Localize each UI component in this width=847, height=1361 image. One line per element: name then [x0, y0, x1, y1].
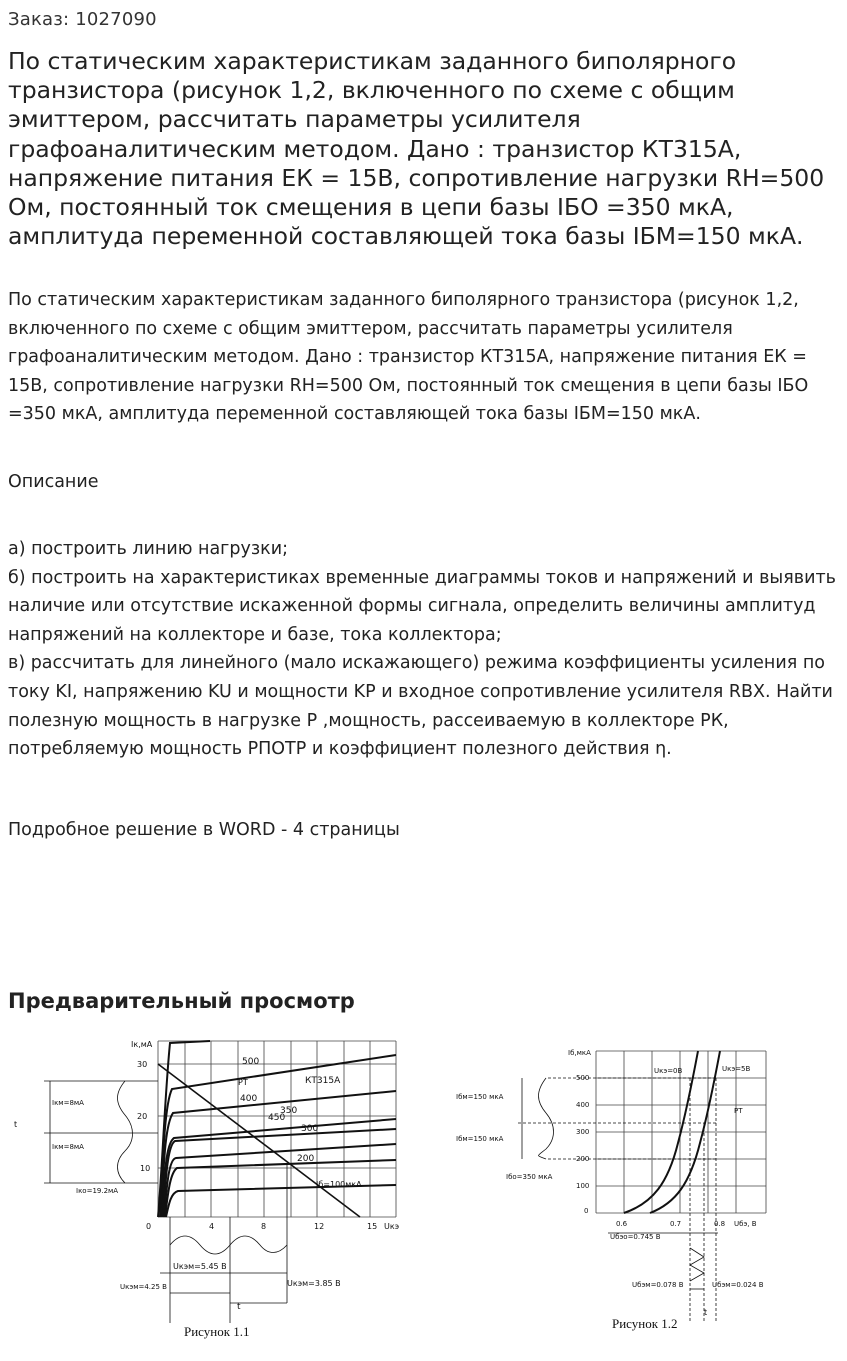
annotation-ukem-425: Uкэм=4.25 В — [120, 1283, 167, 1291]
annotation-ikm-bottom: Iкм=8мА — [52, 1143, 84, 1151]
figure2-caption: Рисунок 1.2 — [612, 1316, 678, 1331]
annotation-ibm-bottom: Iбм=150 мкА — [456, 1135, 504, 1143]
x-axis-label: Uкэ — [384, 1222, 400, 1231]
annotation-ukem-385: Uкэм=3.85 В — [287, 1279, 341, 1288]
task-list — [8, 535, 844, 764]
x-tick-8: 8 — [261, 1222, 267, 1231]
x-tick-15: 15 — [367, 1222, 378, 1231]
transistor-label: КТ315А — [305, 1076, 341, 1086]
task-item-c: в) рассчитать для линейного (мало искажающего) режима коэффициенты усиления по току KI, напряжению KU и мощности KP и входное сопротивление усилителя RВХ. Найти полезную мощность в нагрузке P ,мощность, рассеиваемую в коллекторе PК, потребляемую мощность PПОТР и коэффициент полезного действия η. — [8, 653, 833, 760]
y-tick-10: 10 — [140, 1164, 151, 1173]
figure1-caption: Рисунок 1.1 — [184, 1324, 250, 1339]
x-tick-12: 12 — [314, 1222, 325, 1231]
y-tick-100: 100 — [576, 1182, 590, 1190]
annotation-ukem-545: Uкэм=5.45 В — [173, 1262, 227, 1271]
y-axis-label: Iб,мкА — [568, 1049, 591, 1057]
y-tick-20: 20 — [137, 1112, 148, 1121]
x-axis-label: Uбэ, В — [734, 1220, 757, 1228]
operating-point-label: РТ — [238, 1078, 248, 1087]
y-tick-200: 200 — [576, 1155, 590, 1163]
figure-input-characteristics — [428, 1043, 788, 1348]
annotation-ubem-0024: Uбэм=0.024 В — [712, 1281, 764, 1289]
y-tick-400: 400 — [576, 1101, 590, 1109]
y-axis-label: Iк,мА — [131, 1040, 153, 1049]
preview-heading: Предварительный просмотр — [8, 989, 355, 1013]
curve-label-350: 350 — [280, 1106, 298, 1116]
curve-label-100: Iб=100мкА — [316, 1180, 362, 1189]
curve-label-200: 200 — [297, 1154, 315, 1164]
operating-point-label: РТ — [734, 1107, 743, 1115]
annotation-ikm-top: Iкм=8мА — [52, 1099, 84, 1107]
x-tick-0.7: 0.7 — [670, 1220, 682, 1228]
time-axis-label-bottom: t — [237, 1302, 241, 1312]
order-number: Заказ: 1027090 — [8, 9, 157, 30]
y-tick-300: 300 — [576, 1128, 590, 1136]
annotation-ubem-0078: Uбэм=0.078 В — [632, 1281, 684, 1289]
annotation-ubeo: Uбэо=0.745 В — [610, 1233, 661, 1241]
description-label: Описание — [8, 472, 99, 492]
time-axis-label-left: t — [14, 1120, 18, 1129]
y-tick-500: 500 — [576, 1074, 590, 1082]
word-note: Подробное решение в WORD - 4 страницы — [8, 820, 400, 840]
annotation-iko: Iко=19.2мА — [76, 1187, 119, 1195]
annotation-ibm-top: Iбм=150 мкА — [456, 1093, 504, 1101]
figure-output-characteristics — [10, 1033, 410, 1343]
time-axis-label: t — [704, 1308, 708, 1317]
curve-label-300: 300 — [301, 1124, 319, 1134]
curve-label-uke0: Uкэ=0В — [654, 1067, 683, 1075]
annotation-ibo: Iбо=350 мкА — [506, 1173, 553, 1181]
curve-label-uke5: Uкэ=5В — [722, 1065, 751, 1073]
page-title: По статическим характеристикам заданного биполярного транзистора (рисунок 1,2, включенного по схеме с общим эмиттером, рассчитать параметры усилителя графоаналитическим методом. Дано : транзистор КТ315А, напряжение питания ЕК = 15В, сопротивление нагрузки RН=500 Ом, постоянный ток смещения в цепи базы IБО =350 мкА, амплитуда переменной составляющей тока базы IБМ=150 мкА. — [8, 47, 825, 251]
task-item-a: а) построить линию нагрузки; — [8, 539, 288, 559]
y-tick-30: 30 — [137, 1060, 148, 1069]
x-tick-0.6: 0.6 — [616, 1220, 628, 1228]
x-tick-0.8: 0.8 — [714, 1220, 726, 1228]
curve-label-450: 450 — [268, 1113, 286, 1123]
task-description: По статическим характеристикам заданного биполярного транзистора (рисунок 1,2, включенного по схеме с общим эмиттером, рассчитать параметры усилителя графоаналитическим методом. Дано : транзистор КТ315А, напряжение питания ЕК = 15В, сопротивление нагрузки RН=500 Ом, постоянный ток смещения в цепи базы IБО =350 мкА, амплитуда переменной составляющей тока базы IБМ=150 мкА. — [8, 290, 809, 425]
x-tick-0: 0 — [146, 1222, 152, 1231]
y-tick-0: 0 — [584, 1207, 589, 1215]
x-tick-4: 4 — [209, 1222, 215, 1231]
task-item-b: б) построить на характеристиках временные диаграммы токов и напряжений и выявить наличие или отсутствие искаженной формы сигнала, определить величины амплитуд напряжений на коллекторе и базе, тока коллектора; — [8, 567, 836, 645]
curve-label-500: 500 — [242, 1057, 260, 1067]
curve-label-400: 400 — [240, 1094, 258, 1104]
